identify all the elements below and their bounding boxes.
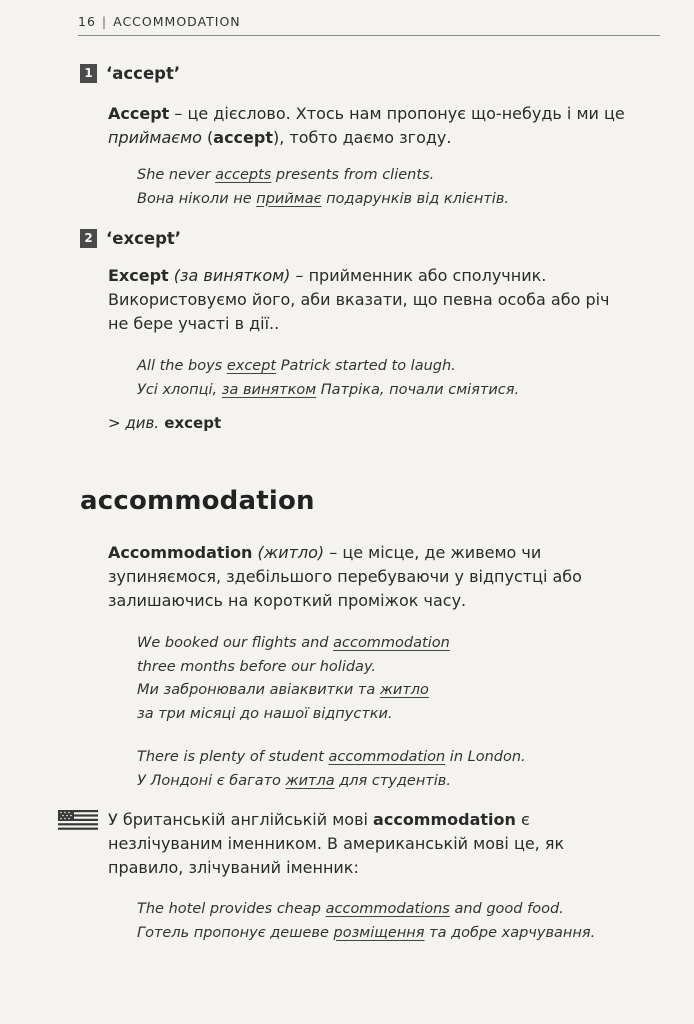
see-term: except [159, 414, 222, 432]
cross-reference [108, 414, 221, 432]
ex-text: There is plenty of student [137, 749, 329, 765]
ex-text: Ми забронювали авіаквитки та [137, 682, 380, 698]
example-line: за три місяці до нашої відпустки. [137, 705, 393, 722]
example-line [137, 770, 677, 794]
sense-1-def-italic: приймаємо [108, 128, 202, 147]
sense-2-heading-text: ‘except’ [106, 229, 182, 248]
sense-1-def-text: – це дієслово. Хтось нам пропонує що-небудь і ми це [169, 104, 625, 123]
running-head-separator: | [101, 14, 108, 29]
sense-2-number: 2 [80, 229, 97, 248]
example-line [137, 632, 677, 656]
ex-text: Вона ніколи не [137, 190, 257, 207]
see-label: див. [125, 414, 160, 432]
ex-text: in London. [445, 749, 526, 765]
sense-1-number: 1 [80, 64, 97, 83]
ex-text: She never [137, 167, 216, 183]
us-note-example [137, 898, 677, 945]
entry-example-2 [137, 746, 677, 793]
us-flag-icon [58, 810, 98, 832]
sense-1-definition [108, 102, 628, 150]
running-head-section: ACCOMMODATION [113, 14, 241, 29]
ex-underlined: житла [285, 772, 335, 789]
ex-underlined: accommodations [325, 901, 450, 917]
entry-term: Accommodation [108, 543, 253, 562]
ex-underlined: розміщення [333, 924, 425, 941]
note-text: є незлічуваним іменником. В американській мові це, як правило, злічуваний іменник: [108, 810, 565, 877]
ex-text: подарунків від клієнтів. [321, 190, 509, 207]
ex-text: та добре харчування. [424, 924, 596, 941]
ex-text: All the boys [137, 358, 227, 374]
ex-underlined: accepts [215, 167, 272, 183]
sense-2-gloss: (за винятком) [168, 266, 291, 285]
ex-underlined: accommodation [328, 749, 446, 765]
entry-def-text: – це місце, де живемо чи зупиняємося, здебільшого перебуваючи у відпустці або залишаючись на короткий проміжок часу. [108, 543, 582, 610]
sense-1-example-uk [137, 188, 677, 212]
example-line [137, 746, 677, 770]
ex-text: and good food. [449, 901, 564, 917]
sense-2-term: Except [108, 266, 169, 285]
sense-2-example-uk [137, 379, 677, 403]
example-line: three months before our holiday. [137, 658, 377, 675]
ex-text: Готель пропонує дешеве [137, 924, 334, 941]
us-note-text [108, 808, 588, 880]
ex-underlined: except [226, 358, 277, 374]
ex-underlined: житло [379, 682, 429, 698]
sense-1-def-end: ), тобто даємо згоду. [272, 128, 452, 147]
sense-2-heading [80, 229, 181, 248]
ex-text: Усі хлопці, [137, 381, 222, 398]
sense-1-example [137, 164, 677, 211]
ex-text: The hotel provides cheap [137, 901, 326, 917]
entry-example-1 [137, 632, 677, 726]
see-prefix: > [108, 414, 126, 432]
sense-2-example-en [137, 355, 677, 379]
sense-1-term: Accept [108, 104, 170, 123]
note-term: accommodation [373, 810, 516, 829]
sense-1-term-2: accept [213, 128, 273, 147]
ex-text: Patrick started to laugh. [276, 358, 456, 374]
ex-text: We booked our flights and [137, 635, 334, 651]
sense-2-example [137, 355, 677, 402]
sense-1-def-paren: ( [201, 128, 214, 147]
running-head [78, 14, 660, 36]
entry-headword: accommodation [80, 486, 315, 516]
sense-2-definition [108, 264, 628, 336]
ex-text: У Лондоні є багато [137, 772, 286, 789]
ex-underlined: accommodation [333, 635, 450, 651]
sense-2-def-text: – прийменник або сполучник. Використовуємо його, аби вказати, що певна особа або річ не бере участі в дії.. [108, 266, 610, 333]
entry-gloss: (житло) [252, 543, 325, 562]
ex-underlined: за винятком [221, 381, 317, 398]
example-line [137, 679, 677, 703]
sense-1-example-en [137, 164, 677, 188]
ex-underlined: приймає [256, 190, 322, 207]
sense-1-heading [80, 64, 180, 83]
ex-text: Патріка, почали сміятися. [316, 381, 520, 398]
example-line [137, 898, 677, 922]
entry-definition [108, 541, 608, 613]
example-line [137, 922, 677, 946]
sense-1-heading-text: ‘accept’ [106, 64, 181, 83]
page-number: 16 [78, 14, 96, 29]
ex-text: presents from clients. [271, 167, 435, 183]
ex-text: для студентів. [334, 772, 451, 789]
note-text: У британській англійській мові [108, 810, 374, 829]
